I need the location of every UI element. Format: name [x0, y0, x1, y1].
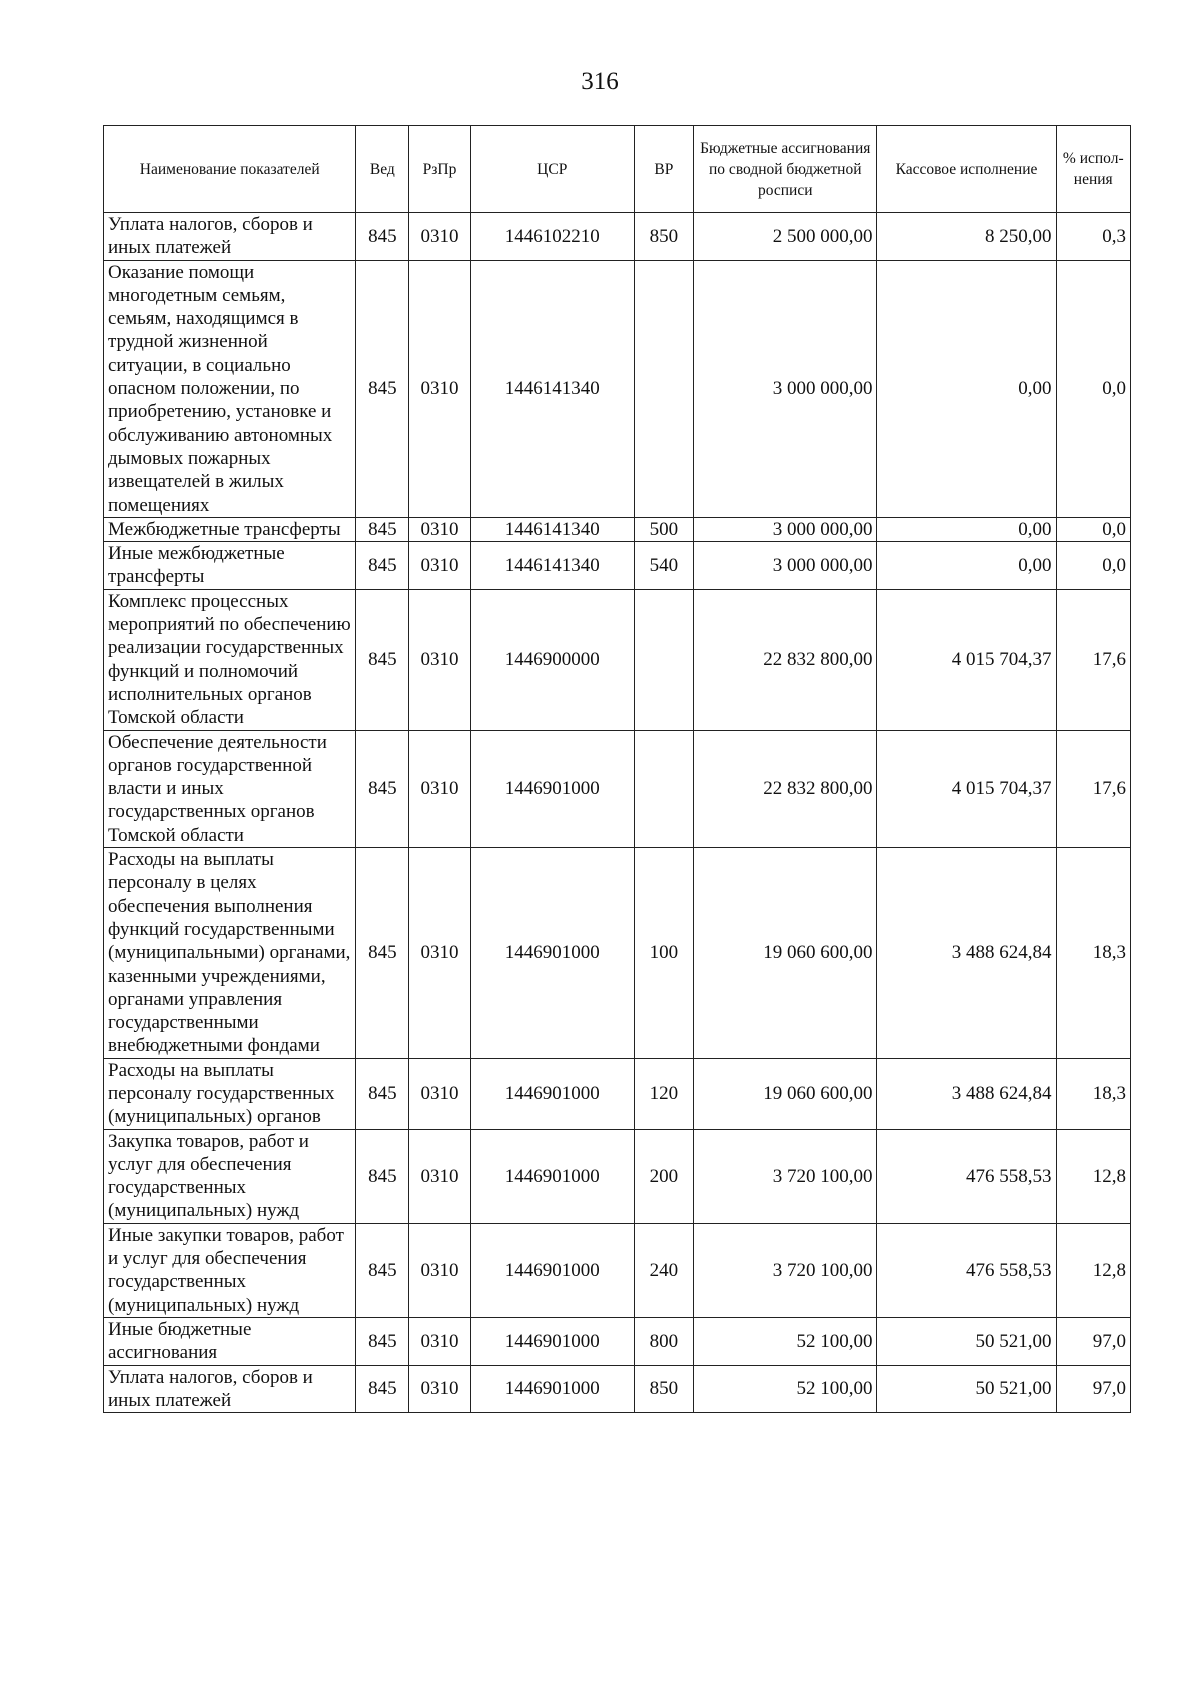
- table-header-row: [104, 126, 1131, 213]
- cell-ved: 845: [356, 848, 409, 1059]
- cell-percent: 18,3: [1056, 848, 1130, 1059]
- cell-percent: 97,0: [1056, 1317, 1130, 1365]
- cell-budget: 22 832 800,00: [694, 589, 877, 730]
- budget-execution-table: [103, 125, 1131, 1413]
- header-percent: % испол-нения: [1056, 126, 1130, 213]
- cell-cash: 50 521,00: [877, 1317, 1056, 1365]
- cell-percent: 18,3: [1056, 1058, 1130, 1129]
- cell-csr: 1446901000: [470, 1223, 634, 1317]
- cell-vr: 540: [634, 542, 693, 590]
- cell-vr: [634, 589, 693, 730]
- cell-cash: 3 488 624,84: [877, 848, 1056, 1059]
- cell-budget: 3 000 000,00: [694, 542, 877, 590]
- cell-csr: 1446141340: [470, 260, 634, 517]
- header-csr: ЦСР: [470, 126, 634, 213]
- cell-percent: 0,0: [1056, 517, 1130, 541]
- cell-vr: 500: [634, 517, 693, 541]
- cell-vr: 100: [634, 848, 693, 1059]
- cell-rzpr: 0310: [409, 517, 470, 541]
- cell-rzpr: 0310: [409, 1365, 470, 1413]
- cell-vr: [634, 730, 693, 847]
- cell-name: Расходы на выплаты персоналу государственных (муниципальных) органов: [104, 1058, 356, 1129]
- cell-budget: 52 100,00: [694, 1317, 877, 1365]
- header-vr: ВР: [634, 126, 693, 213]
- cell-ved: 845: [356, 1129, 409, 1223]
- cell-cash: 50 521,00: [877, 1365, 1056, 1413]
- cell-rzpr: 0310: [409, 260, 470, 517]
- cell-name: Иные межбюджетные трансферты: [104, 542, 356, 590]
- table-row: [104, 848, 1131, 1059]
- cell-cash: 0,00: [877, 517, 1056, 541]
- cell-percent: 0,0: [1056, 260, 1130, 517]
- cell-ved: 845: [356, 542, 409, 590]
- cell-csr: 1446141340: [470, 542, 634, 590]
- cell-percent: 97,0: [1056, 1365, 1130, 1413]
- cell-name: Уплата налогов, сборов и иных платежей: [104, 1365, 356, 1413]
- cell-csr: 1446901000: [470, 1317, 634, 1365]
- cell-csr: 1446901000: [470, 1058, 634, 1129]
- cell-percent: 0,0: [1056, 542, 1130, 590]
- cell-csr: 1446901000: [470, 1365, 634, 1413]
- cell-ved: 845: [356, 1058, 409, 1129]
- cell-name: Закупка товаров, работ и услуг для обеспечения государственных (муниципальных) нужд: [104, 1129, 356, 1223]
- cell-rzpr: 0310: [409, 848, 470, 1059]
- cell-csr: 1446900000: [470, 589, 634, 730]
- cell-name: Расходы на выплаты персоналу в целях обеспечения выполнения функций государственными (муниципальными) органами, казенными учреждениями, органами управления государственными внебюджетными фондами: [104, 848, 356, 1059]
- cell-rzpr: 0310: [409, 542, 470, 590]
- table-row: [104, 213, 1131, 261]
- cell-cash: 4 015 704,37: [877, 589, 1056, 730]
- cell-cash: 476 558,53: [877, 1223, 1056, 1317]
- cell-percent: 12,8: [1056, 1223, 1130, 1317]
- cell-rzpr: 0310: [409, 213, 470, 261]
- cell-budget: 19 060 600,00: [694, 848, 877, 1059]
- cell-budget: 19 060 600,00: [694, 1058, 877, 1129]
- cell-budget: 3 000 000,00: [694, 260, 877, 517]
- cell-rzpr: 0310: [409, 1129, 470, 1223]
- cell-csr: 1446901000: [470, 730, 634, 847]
- cell-rzpr: 0310: [409, 1317, 470, 1365]
- cell-csr: 1446141340: [470, 517, 634, 541]
- cell-budget: 3 000 000,00: [694, 517, 877, 541]
- cell-cash: 8 250,00: [877, 213, 1056, 261]
- header-rzpr: РзПр: [409, 126, 470, 213]
- table-row: [104, 517, 1131, 541]
- table-row: [104, 1223, 1131, 1317]
- cell-vr: 200: [634, 1129, 693, 1223]
- cell-rzpr: 0310: [409, 1058, 470, 1129]
- cell-csr: 1446102210: [470, 213, 634, 261]
- cell-cash: 3 488 624,84: [877, 1058, 1056, 1129]
- table-row: [104, 1317, 1131, 1365]
- table-row: [104, 260, 1131, 517]
- cell-percent: 12,8: [1056, 1129, 1130, 1223]
- cell-cash: 476 558,53: [877, 1129, 1056, 1223]
- header-cash: Кассовое исполнение: [877, 126, 1056, 213]
- cell-budget: 3 720 100,00: [694, 1129, 877, 1223]
- cell-percent: 17,6: [1056, 730, 1130, 847]
- cell-vr: 850: [634, 1365, 693, 1413]
- cell-budget: 3 720 100,00: [694, 1223, 877, 1317]
- cell-name: Обеспечение деятельности органов государственной власти и иных государственных органов Томской области: [104, 730, 356, 847]
- cell-ved: 845: [356, 260, 409, 517]
- cell-ved: 845: [356, 517, 409, 541]
- cell-ved: 845: [356, 1317, 409, 1365]
- table-row: [104, 1365, 1131, 1413]
- cell-csr: 1446901000: [470, 1129, 634, 1223]
- cell-vr: [634, 260, 693, 517]
- cell-vr: 800: [634, 1317, 693, 1365]
- cell-ved: 845: [356, 730, 409, 847]
- cell-name: Иные бюджетные ассигнования: [104, 1317, 356, 1365]
- cell-budget: 52 100,00: [694, 1365, 877, 1413]
- cell-cash: 0,00: [877, 260, 1056, 517]
- cell-cash: 0,00: [877, 542, 1056, 590]
- table-row: [104, 542, 1131, 590]
- cell-ved: 845: [356, 213, 409, 261]
- table-row: [104, 730, 1131, 847]
- cell-cash: 4 015 704,37: [877, 730, 1056, 847]
- cell-rzpr: 0310: [409, 589, 470, 730]
- cell-budget: 22 832 800,00: [694, 730, 877, 847]
- cell-name: Комплекс процессных мероприятий по обеспечению реализации государственных функций и полномочий исполнительных органов Томской области: [104, 589, 356, 730]
- cell-csr: 1446901000: [470, 848, 634, 1059]
- cell-name: Иные закупки товаров, работ и услуг для обеспечения государственных (муниципальных) нужд: [104, 1223, 356, 1317]
- header-name: Наименование показателей: [104, 126, 356, 213]
- cell-name: Уплата налогов, сборов и иных платежей: [104, 213, 356, 261]
- cell-rzpr: 0310: [409, 730, 470, 847]
- cell-name: Оказание помощи многодетным семьям, семьям, находящимся в трудной жизненной ситуации, в социально опасном положении, по приобретению, установке и обслуживанию автономных дымовых пожарных извещателей в жилых помещениях: [104, 260, 356, 517]
- page-number: 316: [581, 68, 619, 95]
- cell-ved: 845: [356, 1223, 409, 1317]
- cell-vr: 120: [634, 1058, 693, 1129]
- table-row: [104, 589, 1131, 730]
- cell-percent: 0,3: [1056, 213, 1130, 261]
- cell-vr: 240: [634, 1223, 693, 1317]
- cell-rzpr: 0310: [409, 1223, 470, 1317]
- cell-name: Межбюджетные трансферты: [104, 517, 356, 541]
- cell-ved: 845: [356, 1365, 409, 1413]
- cell-budget: 2 500 000,00: [694, 213, 877, 261]
- cell-ved: 845: [356, 589, 409, 730]
- cell-vr: 850: [634, 213, 693, 261]
- header-budget: Бюджетные ассигнования по сводной бюджетной росписи: [694, 126, 877, 213]
- header-ved: Вед: [356, 126, 409, 213]
- cell-percent: 17,6: [1056, 589, 1130, 730]
- table-row: [104, 1129, 1131, 1223]
- table-row: [104, 1058, 1131, 1129]
